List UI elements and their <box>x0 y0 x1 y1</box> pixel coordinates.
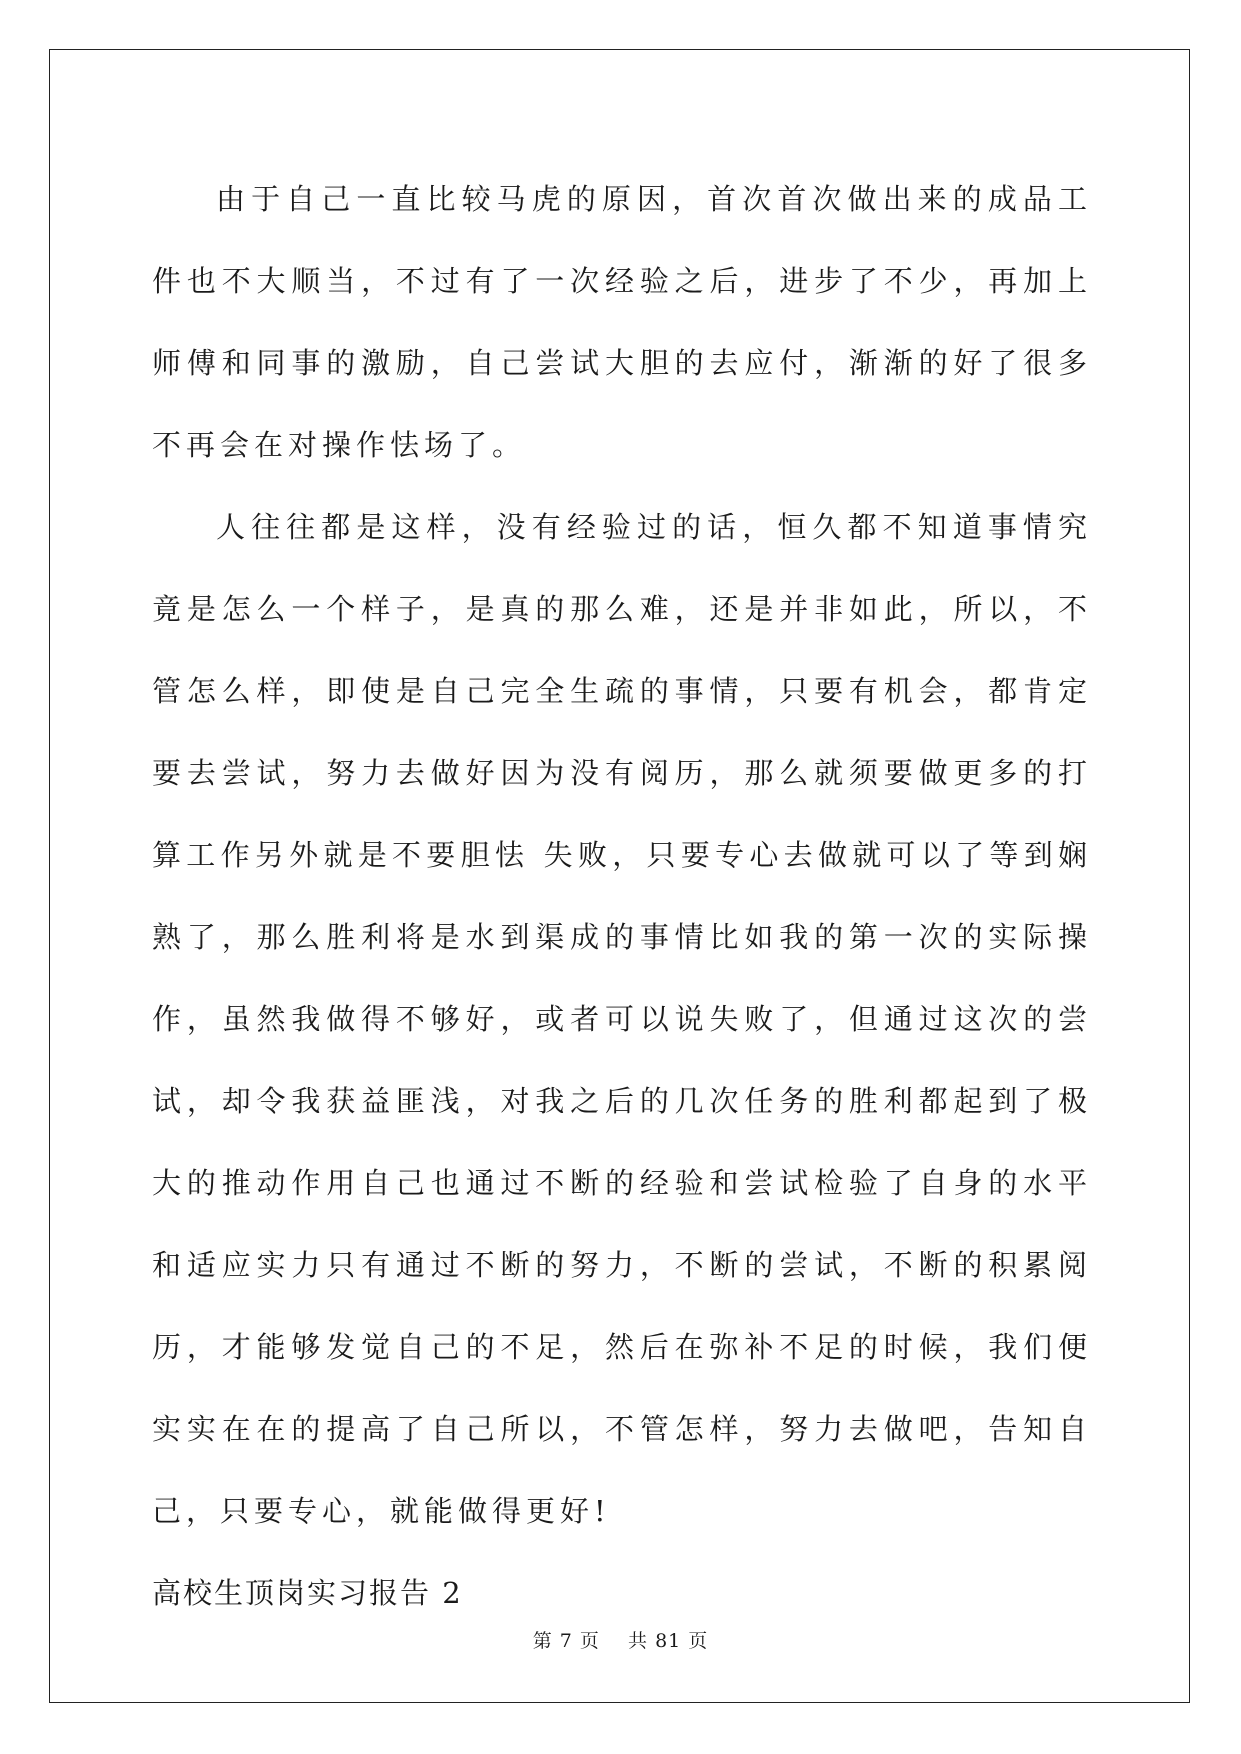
page-number: 第 7 页 <box>532 1630 600 1652</box>
document-body <box>152 158 1092 1634</box>
page-footer <box>0 1626 1241 1653</box>
paragraph-1: 由于自己一直比较马虎的原因，首次首次做出来的成品工件也不大顺当，不过有了一次经验之后，进步了不少，再加上师傅和同事的激励，自己尝试大胆的去应付，渐渐的好了很多不再会在对操作怯场了。 <box>152 182 1092 462</box>
paragraph-2: 人往往都是这样，没有经验过的话，恒久都不知道事情究竟是怎么一个样子，是真的那么难，还是并非如此，所以，不管怎么样，即使是自己完全生疏的事情，只要有机会，都肯定要去尝试，努力去做好因为没有阅历，那么就须要做更多的打算工作另外就是不要胆怯 失败，只要专心去做就可以了等到娴熟了，那么胜利将是水到渠成的事情比如我的第一次的实际操作，虽然我做得不够好，或者可以说失败了，但通过这次的尝试，却令我获益匪浅，对我之后的几次任务的胜利都起到了极大的推动作用自己也通过不断的经验和尝试检验了自身的水平和适应实力只有通过不断的努力，不断的尝试，不断的积累阅历，才能够发觉自己的不足，然后在弥补不足的时候，我们便实实在在的提高了自己所以，不管怎样，努力去做吧，告知自己，只要专心，就能做得更好! <box>152 510 1092 1528</box>
page-total: 共 81 页 <box>628 1630 709 1652</box>
section-heading: 高校生顶岗实习报告 2 <box>152 1576 463 1610</box>
